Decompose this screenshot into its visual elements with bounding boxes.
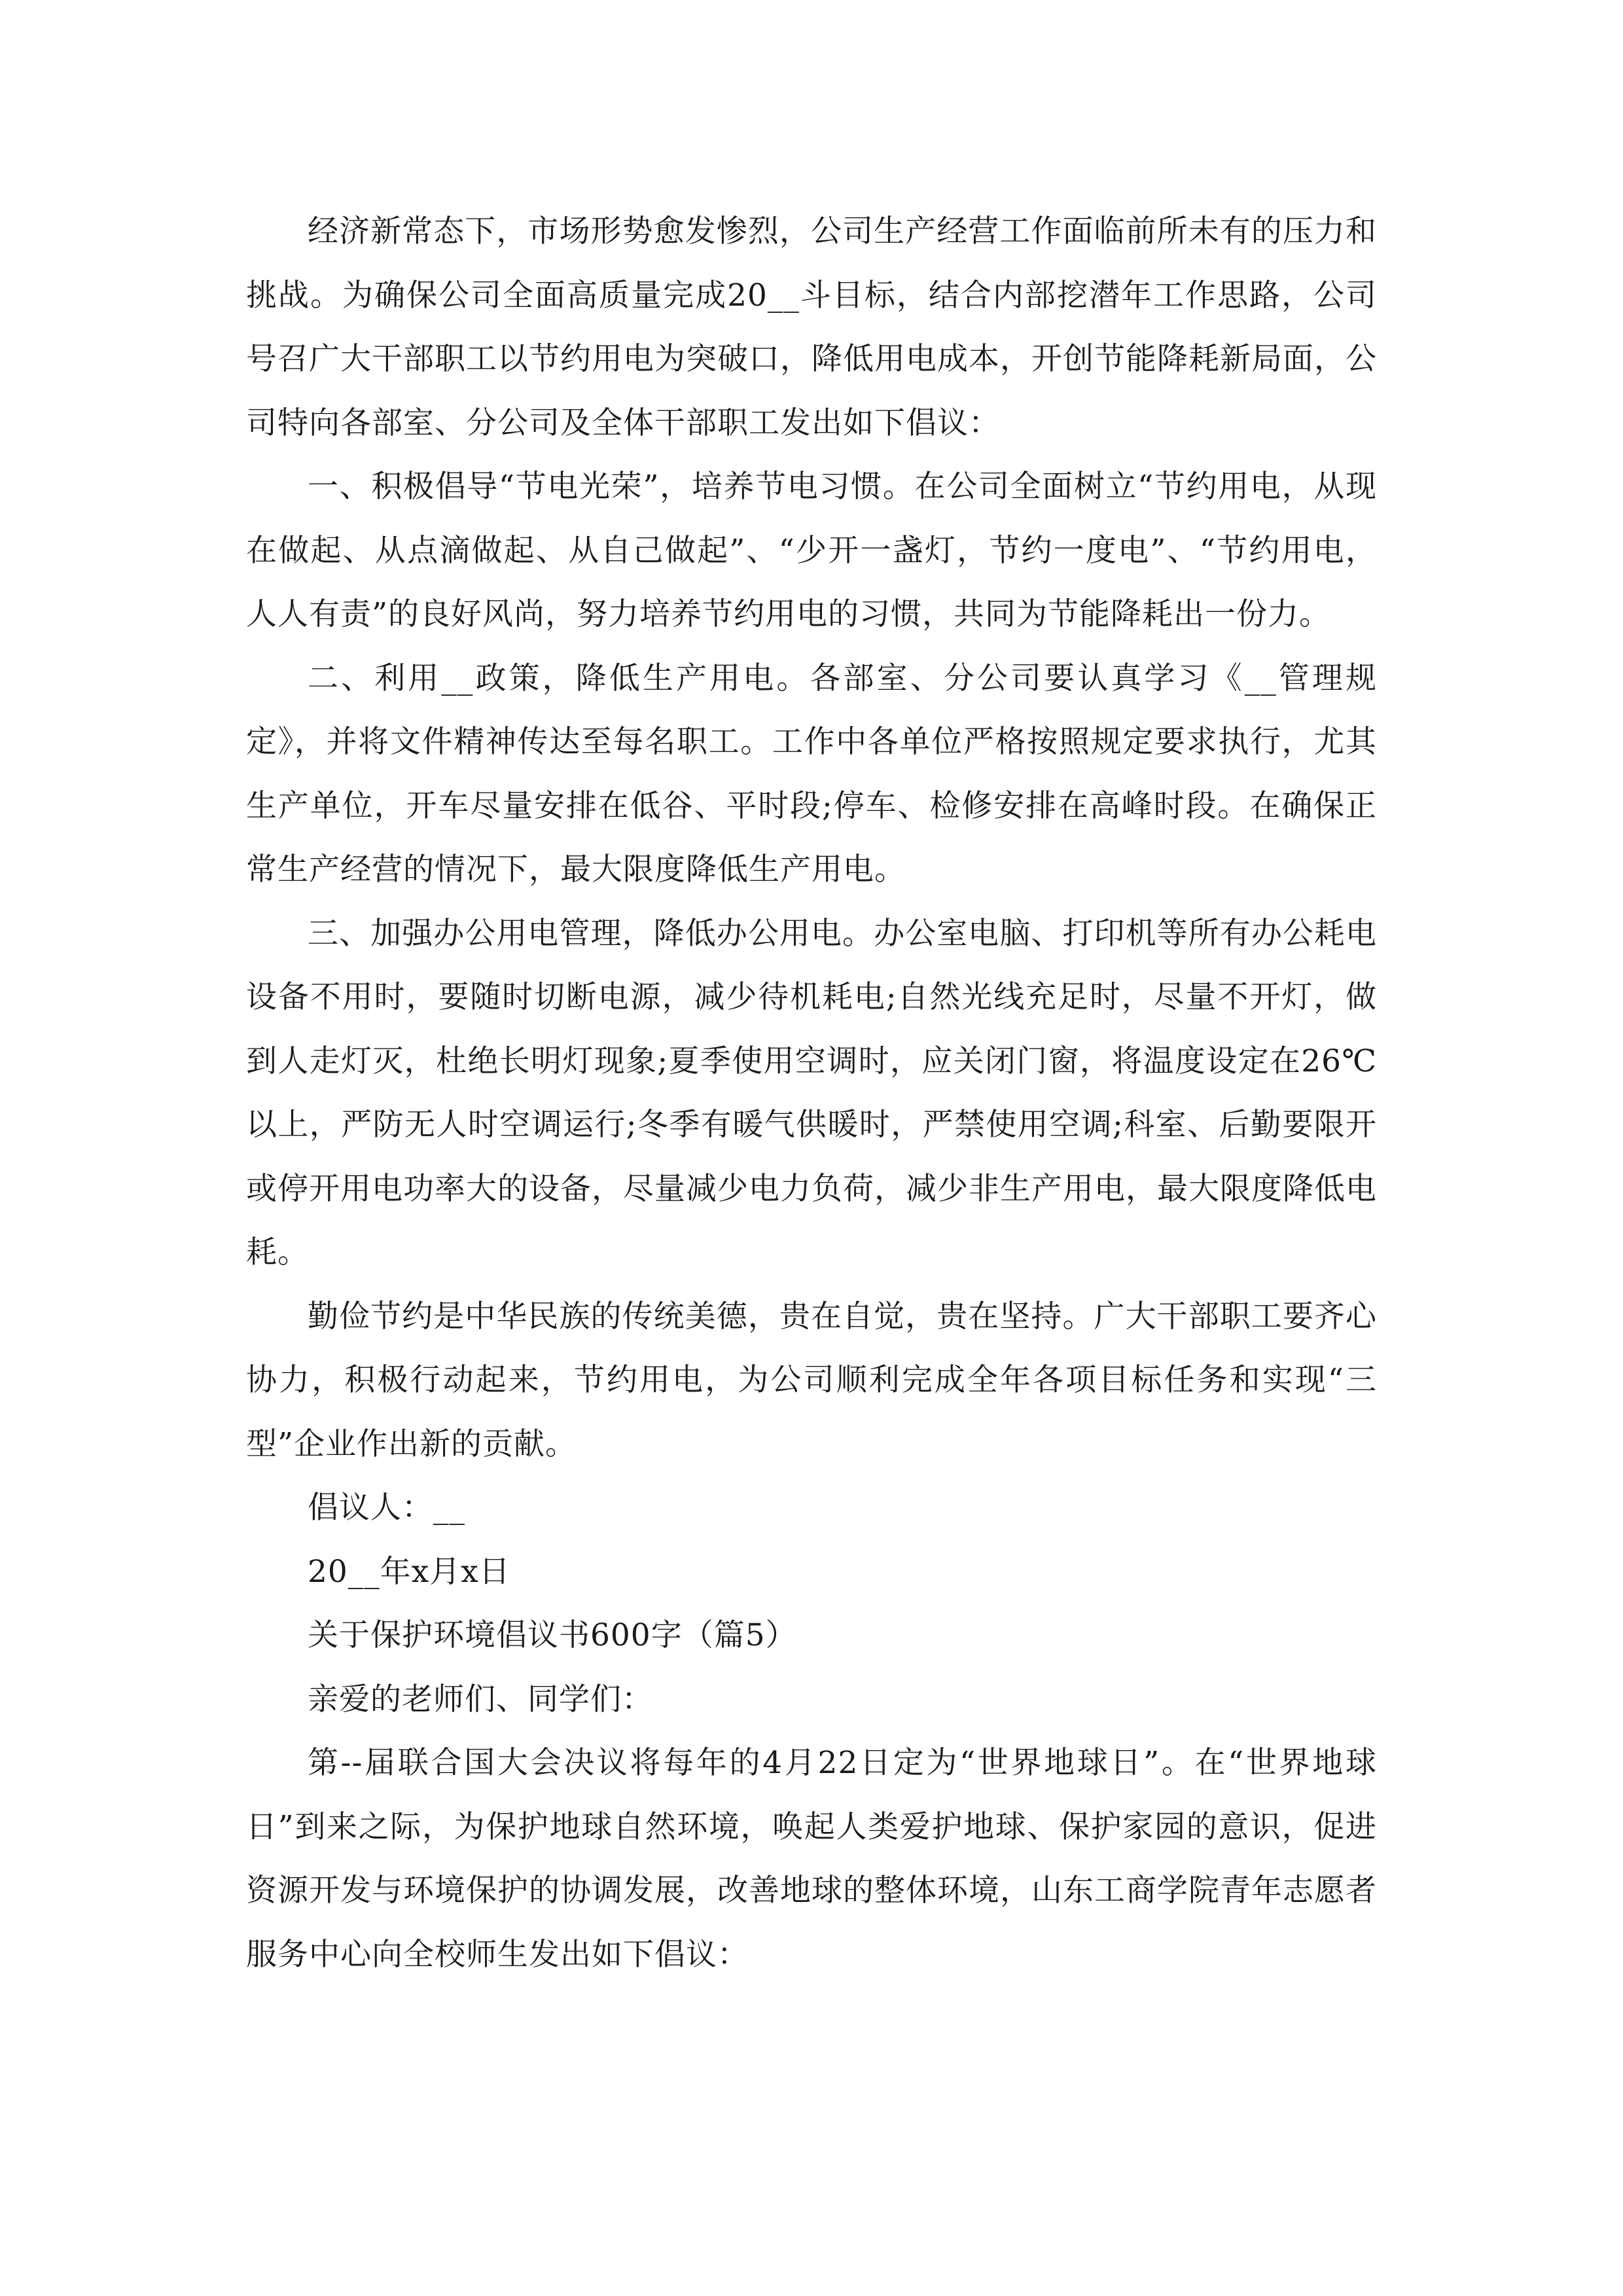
signer-line: 倡议人：__ xyxy=(308,1490,465,1526)
paragraph-point-two: 二、利用__政策，降低生产用电。各部室、分公司要认真学习《__管理规定》，并将文件精神传达至每名职工。工作中各单位严格按照规定要求执行，尤其生产单位，开车尽量安排在低谷、平时段;停车、检修安排在高峰时段。在确保正常生产经营的情况下，最大限度降低生产用电。 xyxy=(246,660,1377,888)
paragraph-closing: 勤俭节约是中华民族的传统美德，贵在自觉，贵在坚持。广大干部职工要齐心协力，积极行动起来，节约用电，为公司顺利完成全年各项目标任务和实现“三型”企业作出新的贡献。 xyxy=(246,1298,1377,1462)
paragraph-point-one: 一、积极倡导“节电光荣”，培养节电习惯。在公司全面树立“节约用电，从现在做起、从点滴做起、从自己做起”、“少开一盏灯，节约一度电”、“节约用电，人人有责”的良好风尚，努力培养节约用电的习惯，共同为节能降耗出一份力。 xyxy=(246,469,1377,632)
paragraph-earth-day: 第--届联合国大会决议将每年的4月22日定为“世界地球日”。在“世界地球日”到来之际，为保护地球自然环境，唤起人类爱护地球、保护家园的意识，促进资源开发与环境保护的协调发展，改善地球的整体环境，山东工商学院青年志愿者服务中心向全校师生发出如下倡议： xyxy=(246,1745,1377,1973)
document-page xyxy=(246,200,1377,1986)
date-line: 20__年x月x日 xyxy=(308,1553,510,1590)
paragraph-point-three: 三、加强办公用电管理，降低办公用电。办公室电脑、打印机等所有办公耗电设备不用时，要随时切断电源，减少待机耗电;自然光线充足时，尽量不开灯，做到人走灯灭，杜绝长明灯现象;夏季使用空调时，应关闭门窗，将温度设定在26℃以上，严防无人时空调运行;冬季有暖气供暖时，严禁使用空调;科室、后勤要限开或停开用电功率大的设备，尽量减少电力负荷，减少非生产用电，最大限度降低电耗。 xyxy=(246,915,1377,1270)
section-title: 关于保护环境倡议书600字（篇5） xyxy=(308,1617,797,1653)
greeting-line: 亲爱的老师们、同学们： xyxy=(308,1681,653,1717)
paragraph-intro: 经济新常态下，市场形势愈发惨烈，公司生产经营工作面临前所未有的压力和挑战。为确保公司全面高质量完成20__斗目标，结合内部挖潜年工作思路，公司号召广大干部职工以节约用电为突破口，降低用电成本，开创节能降耗新局面，公司特向各部室、分公司及全体干部职工发出如下倡议： xyxy=(246,213,1377,441)
